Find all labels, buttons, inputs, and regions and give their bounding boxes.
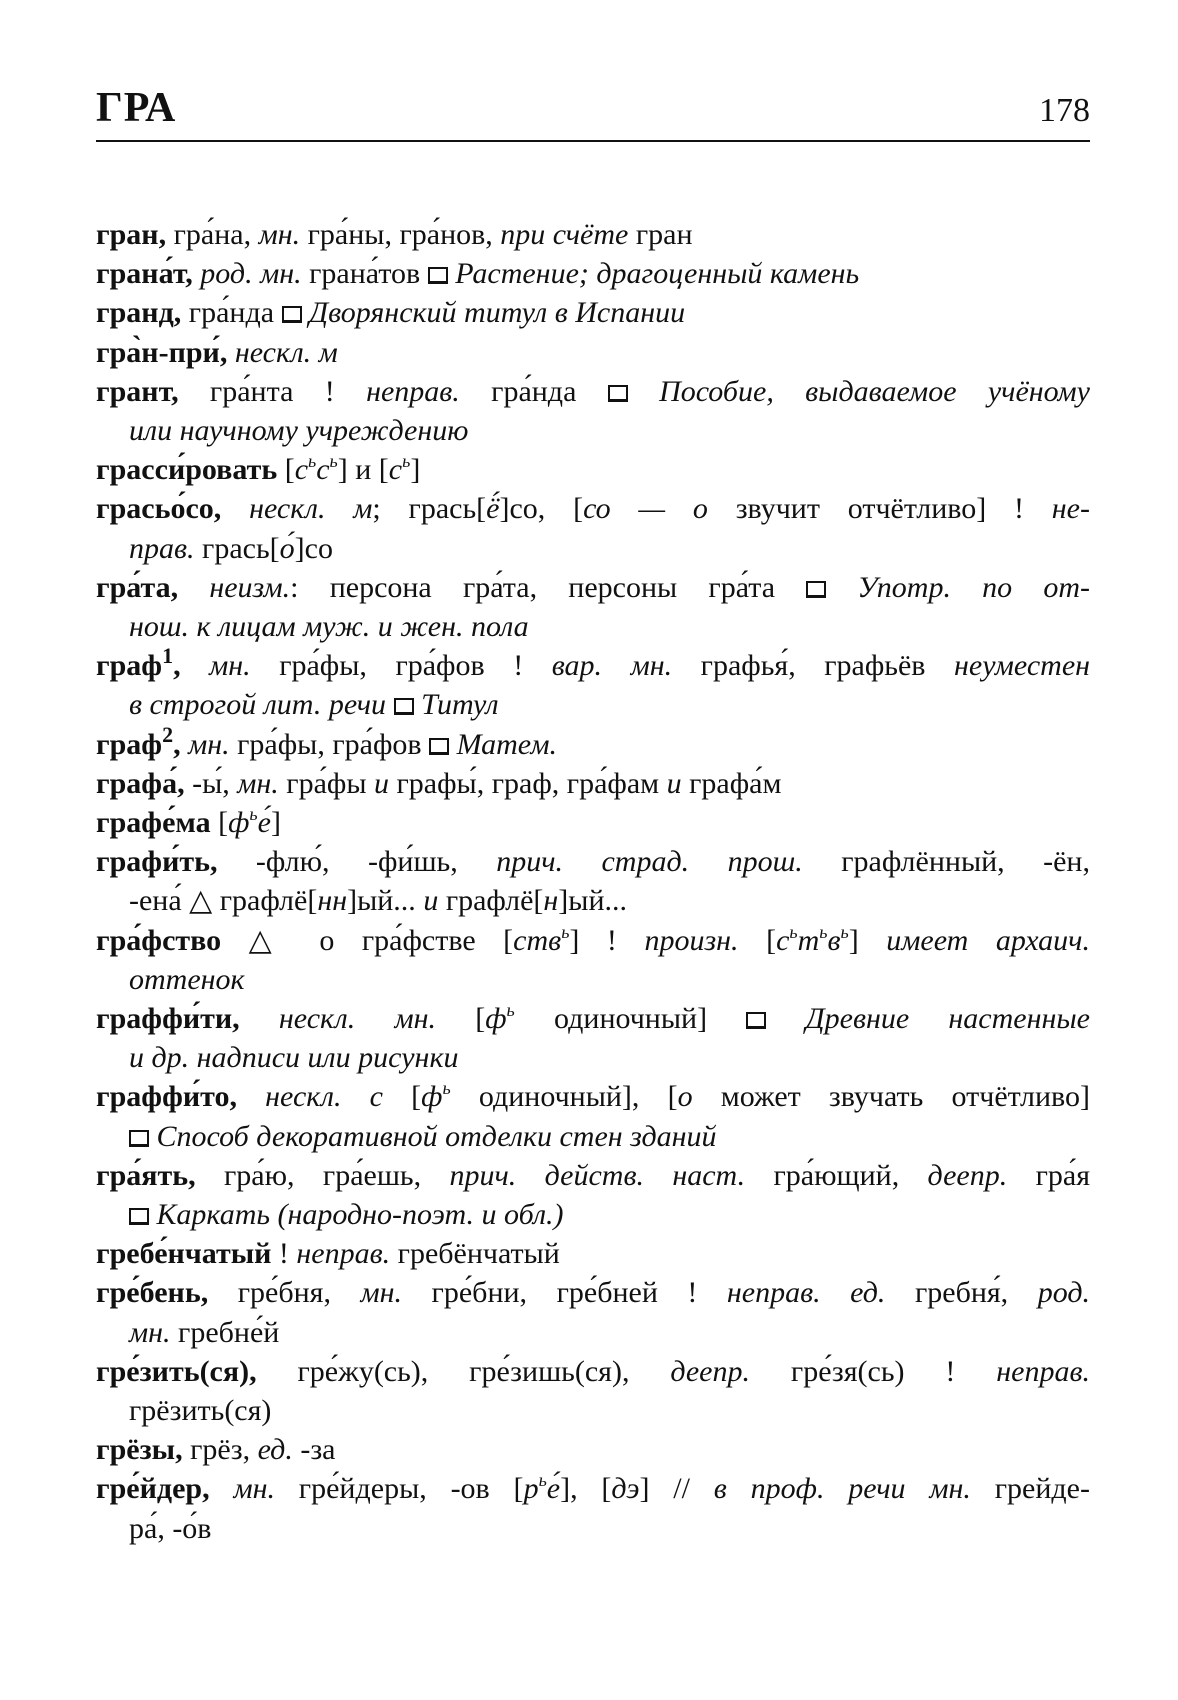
entry-continuation-line [129, 685, 1090, 724]
grammar-note: Пособие, выдаваемое учёному [627, 374, 1090, 408]
entry-line [96, 293, 1090, 332]
headword: гра́та, [96, 570, 179, 604]
entry-text: ]ый... [347, 884, 424, 918]
entry-text [181, 728, 189, 761]
page-number: 178 [1039, 92, 1090, 129]
headword: грёзы, [96, 1433, 183, 1467]
entry-text: гра́фы, гра́фов ! [250, 649, 552, 683]
headword: гра́фство [96, 923, 222, 957]
grammar-note: ё́ [486, 492, 500, 526]
entry-text: гра́ющий, [745, 1158, 928, 1192]
entry-text: ] // [639, 1472, 714, 1506]
entry-text: ] [270, 806, 281, 839]
entry-line [96, 1469, 1090, 1508]
entry-text: гра́я [1007, 1158, 1090, 1192]
superscript: ь [308, 451, 317, 472]
grammar-note: при счёте [500, 218, 629, 251]
entry-text: [ [382, 1080, 422, 1114]
grammar-note: Растение; драгоценный камень [447, 257, 860, 291]
entry-text: одиночный] [514, 1002, 747, 1035]
definition-marker-icon [394, 698, 414, 715]
entry-text: ]ый... [558, 884, 627, 918]
grammar-note: Дворянский титул в Испании [301, 296, 686, 330]
grammar-note: Титул [413, 688, 499, 722]
superscript: 1 [162, 646, 174, 669]
entry-text: гра́нда [181, 296, 282, 330]
entry-line [96, 1273, 1090, 1312]
entry-text: ]со, [ [499, 492, 584, 526]
grammar-note: мн. [360, 1276, 403, 1310]
grammar-note: ед. [257, 1433, 293, 1467]
entry-continuation-line [129, 1391, 1090, 1430]
entry-text: гре́жу(сь), гре́зишь(ся), [256, 1354, 671, 1388]
entry-continuation-line [129, 1195, 1090, 1234]
grammar-note: в [827, 923, 841, 957]
grammar-note: неправ. [296, 1237, 391, 1271]
grammar-note: нескл. м [234, 335, 338, 369]
entry-text: графлённый, -ён, [802, 845, 1090, 879]
superscript: ь [402, 451, 411, 472]
entry-text: : персона гра́та, персоны гра́та [290, 570, 807, 604]
definition-marker-icon [746, 1012, 766, 1029]
grammar-note: ф [485, 1002, 507, 1035]
headword: граффи́то, [96, 1080, 237, 1114]
entry-line [96, 646, 1090, 685]
definition-marker-icon [806, 581, 826, 598]
entry-line [96, 333, 1090, 372]
grammar-note: Употр. по от- [826, 570, 1090, 604]
grammar-note: деепр. [927, 1158, 1008, 1192]
entry-text: грась[ [194, 531, 280, 565]
entry-continuation-line [129, 960, 1090, 999]
entry-continuation-line [129, 1509, 1090, 1548]
entry-continuation-line [129, 1313, 1090, 1352]
headword: гран, [96, 218, 167, 251]
grammar-note: р [523, 1472, 539, 1506]
entry-text [181, 649, 210, 682]
grammar-note: ф [421, 1080, 443, 1114]
entry-text: графа́м [681, 766, 782, 800]
grammar-note: нош. к лицам муж. и жен. пола [129, 610, 529, 643]
grammar-note: нескл. с [265, 1080, 383, 1114]
headword: гре́йдер, [96, 1472, 210, 1506]
entry-text: графья́, графьёв [672, 649, 954, 683]
grammar-note: неправ. [366, 374, 460, 408]
entry-line [96, 999, 1090, 1038]
grammar-note: с [388, 453, 403, 487]
grammar-note: ств [513, 923, 562, 957]
headword: гребе́нчатый [96, 1237, 272, 1271]
grammar-note: е́ [546, 1472, 561, 1506]
grammar-note: или научному учреждению [129, 414, 469, 447]
entry-text: может звучать отчётливо] [692, 1080, 1090, 1114]
entry-text [240, 1002, 279, 1035]
entry-text: △ о гра́фстве [ [221, 923, 514, 957]
entry-text: -за [292, 1433, 336, 1467]
entry-text: грана́тов [301, 257, 428, 291]
superscript: ь [506, 1000, 515, 1020]
entry-text: графлё[ [438, 884, 544, 918]
entry-text [178, 571, 209, 604]
entry-text [237, 1080, 265, 1113]
page-header [96, 82, 1090, 142]
entry-text: грёзить(ся) [129, 1394, 272, 1427]
superscript: 2 [162, 721, 174, 747]
entry-text: -флю́, -фи́шь, [217, 845, 497, 879]
entry-line [96, 489, 1090, 528]
entry-text: грейде- [970, 1472, 1090, 1506]
entry-text: ] [410, 453, 421, 487]
entry-continuation-line [129, 529, 1090, 568]
grammar-note: н [543, 884, 559, 918]
superscript: ь [561, 921, 570, 942]
entry-line [96, 1352, 1090, 1391]
entry-text: гребне́й [170, 1315, 280, 1349]
entry-continuation-line [129, 881, 1090, 920]
entry-text: [ [210, 806, 229, 839]
entry-text: гра́фы [278, 766, 374, 800]
entry-line [96, 1077, 1090, 1116]
grammar-note: оттенок [129, 962, 245, 996]
entry-text: одиночный], [ [450, 1080, 678, 1114]
grammar-note: Способ декоративной отделки стен зданий [149, 1119, 717, 1153]
grammar-note: нн [317, 884, 348, 918]
entry-text: звучит отчётливо] ! [707, 492, 1052, 526]
definition-marker-icon [428, 267, 448, 284]
entry-line [96, 721, 1090, 764]
entry-line [96, 1234, 1090, 1273]
entry-line [96, 1430, 1090, 1469]
grammar-note: и [666, 766, 682, 800]
entry-text: ; грась[ [372, 492, 487, 526]
entry-text [227, 336, 235, 369]
entry-text [210, 1472, 234, 1505]
entry-continuation-line [129, 1117, 1090, 1156]
entry-line [96, 450, 1090, 489]
grammar-note: не- [1051, 492, 1090, 526]
grammar-note: вар. мн. [551, 649, 673, 683]
definition-marker-icon [129, 1130, 149, 1147]
grammar-note: в проф. речи мн. [713, 1472, 971, 1506]
grammar-note: и др. надписи или рисунки [129, 1041, 459, 1075]
headword: гранд, [96, 296, 182, 330]
grammar-note: прич. страд. прош. [496, 845, 803, 879]
entry-line [96, 1156, 1090, 1195]
grammar-note: род. мн. [200, 257, 302, 291]
headword: гра́ять, [96, 1158, 196, 1192]
grammar-note: мн. [129, 1315, 171, 1349]
headword: графа́, [96, 766, 185, 800]
headword: грант, [96, 374, 179, 408]
entry-text: ра́, -о́в [129, 1511, 212, 1545]
entry-text: гра́ны, гра́нов, [300, 218, 501, 251]
running-head: ГРА [96, 85, 177, 131]
definition-marker-icon [608, 385, 628, 402]
grammar-note: со — о [583, 492, 708, 526]
entry-text: ]со [294, 531, 333, 565]
superscript: ь [249, 804, 258, 824]
headword: граффи́ти, [96, 1002, 240, 1035]
entry-continuation-line [129, 411, 1090, 450]
entry-text: грёз, [182, 1433, 258, 1467]
entry-text: ] ! [569, 923, 645, 957]
superscript: ь [442, 1078, 451, 1099]
headword: грана́т, [96, 257, 193, 291]
grammar-note: Каркать (народно-поэт. и обл.) [149, 1198, 564, 1231]
entry-text: [ [436, 1002, 486, 1035]
entry-text: гребёнчатый [390, 1237, 560, 1271]
entry-line [96, 764, 1090, 803]
entry-line [96, 842, 1090, 881]
definition-marker-icon [129, 1208, 149, 1225]
headword: гра̀н-при́, [96, 335, 228, 369]
entry-text: -ы́, [184, 766, 238, 800]
entry-text: гре́зя(сь) ! [750, 1354, 997, 1388]
grammar-note: неуместен [954, 649, 1090, 683]
grammar-note: мн. [258, 218, 301, 251]
entry-text: ] и [ [337, 453, 389, 487]
entry-text: гра́нда [459, 374, 608, 408]
entry-text: гре́бни, гре́бней ! [402, 1276, 727, 1310]
superscript: ь [329, 451, 338, 472]
grammar-note: прав. [129, 531, 195, 565]
entry-text: графы́, граф, гра́фам [388, 766, 667, 800]
entry-text: гра́ю, гра́ешь, [195, 1158, 450, 1192]
entry-line [96, 372, 1090, 411]
entry-line [96, 921, 1090, 960]
superscript: ь [538, 1470, 547, 1491]
grammar-note: с [294, 453, 309, 487]
superscript: ь [789, 921, 798, 942]
entry-line [96, 803, 1090, 842]
grammar-note: прич. действ. наст. [449, 1158, 746, 1192]
entry-text: ] [848, 923, 887, 957]
grammar-note: неправ. [996, 1354, 1090, 1388]
grammar-note: имеет архаич. [886, 923, 1090, 957]
entry-text: гран [628, 218, 693, 251]
entry-text: -ена́ △ графлё[ [129, 884, 318, 918]
grammar-note: дэ [611, 1472, 640, 1506]
entry-line [96, 215, 1090, 254]
entry-continuation-line [129, 607, 1090, 646]
grammar-note: произн. [644, 923, 739, 957]
grammar-note: нескл. м [249, 492, 373, 526]
entry-text [221, 492, 249, 525]
headword: , [173, 649, 181, 683]
grammar-note: Древние настенные [766, 1002, 1090, 1035]
entry-text: гре́йдеры, -ов [ [274, 1472, 524, 1506]
grammar-note: в строгой лит. речи [129, 688, 394, 722]
grammar-note: о́ [279, 531, 295, 565]
grammar-note: т [797, 923, 820, 957]
definition-marker-icon [282, 306, 302, 323]
grammar-note: е́ [257, 806, 271, 839]
entry-text: гра́фы, гра́фов [229, 727, 430, 761]
entry-text: гра́нта ! [178, 374, 367, 408]
entry-text: гре́бня, [208, 1276, 361, 1310]
headword: , [173, 727, 181, 761]
entry-line [96, 254, 1090, 293]
headword: графе́ма [96, 806, 211, 839]
grammar-note: мн. [188, 727, 230, 761]
superscript: ь [840, 921, 849, 942]
headword: гре́зить(ся), [96, 1354, 257, 1388]
grammar-note: и [373, 766, 389, 800]
grammar-note: мн. [237, 766, 279, 800]
grammar-note: род. [1037, 1276, 1090, 1310]
entry-continuation-line [129, 1038, 1090, 1077]
grammar-note: деепр. [670, 1354, 751, 1388]
grammar-note: Матем. [449, 727, 558, 761]
entry-text: ], [ [560, 1472, 612, 1506]
grammar-note: неправ. ед. [726, 1276, 886, 1310]
superscript: ь [819, 921, 828, 942]
grammar-note: ф [228, 806, 250, 839]
entry-text: [ [277, 453, 295, 487]
headword: графи́ть, [96, 845, 218, 879]
headword: граф [96, 649, 163, 683]
headword: граф [96, 727, 163, 761]
entry-text: гребня́, [885, 1276, 1038, 1310]
grammar-note: неизм. [209, 570, 291, 604]
headword: грасси́ровать [96, 453, 278, 487]
headword: гре́бень, [96, 1276, 209, 1310]
grammar-note: с [316, 453, 330, 487]
grammar-note: о [677, 1080, 693, 1114]
grammar-note: мн. [233, 1472, 275, 1506]
definition-marker-icon [429, 738, 449, 755]
grammar-note: нескл. мн. [278, 1002, 436, 1035]
grammar-note: с [776, 923, 790, 957]
grammar-note: мн. [209, 649, 251, 683]
grammar-note: и [423, 884, 439, 918]
entry-text: гра́на, [166, 218, 259, 251]
entry-text: [ [738, 923, 777, 957]
headword: грасьо́со, [96, 492, 222, 526]
entry-text: ! [271, 1237, 297, 1271]
entry-line [96, 568, 1090, 607]
